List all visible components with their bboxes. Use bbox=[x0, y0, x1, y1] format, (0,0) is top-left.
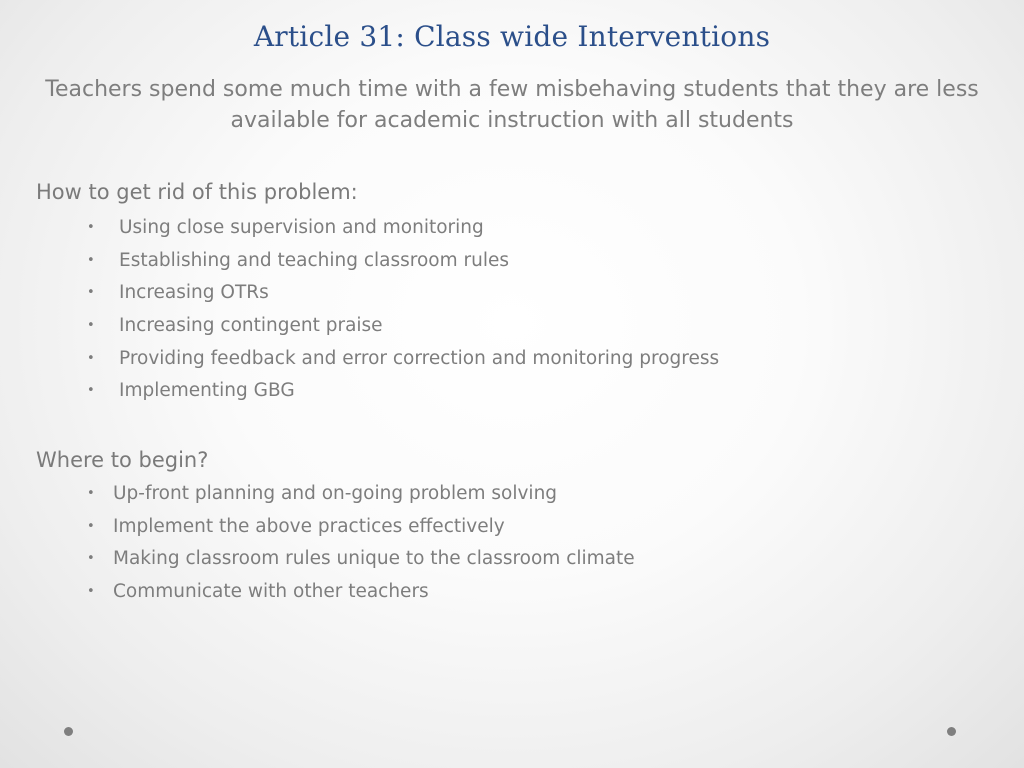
bullet-icon: • bbox=[87, 551, 95, 567]
decorative-dot-icon bbox=[947, 727, 956, 736]
slide-title: Article 31: Class wide Interventions bbox=[253, 20, 771, 53]
list-item bbox=[87, 310, 719, 343]
bullet-icon: • bbox=[87, 584, 95, 600]
list-item-text: Increasing contingent praise bbox=[119, 315, 383, 337]
decorative-dot-icon bbox=[64, 727, 73, 736]
bullet-icon: • bbox=[87, 318, 95, 334]
list-item-text: Up-front planning and on-going problem solving bbox=[113, 483, 558, 504]
slide-subtitle: Teachers spend some much time with a few misbehaving students that they are less available for academic instruction with all students bbox=[45, 77, 979, 133]
list-item bbox=[87, 212, 719, 245]
bullet-icon: • bbox=[87, 486, 95, 501]
where-to-begin-list bbox=[87, 478, 635, 609]
list-item-text: Implement the above practices effectively bbox=[113, 515, 505, 537]
list-item bbox=[87, 277, 719, 310]
section-heading-problem: How to get rid of this problem: bbox=[36, 180, 358, 204]
list-item bbox=[87, 375, 719, 408]
list-item bbox=[87, 543, 635, 576]
list-item bbox=[87, 343, 720, 376]
list-item-text: Making classroom rules unique to the classroom climate bbox=[113, 548, 635, 570]
bullet-icon: • bbox=[87, 220, 95, 235]
bullet-icon: • bbox=[87, 252, 95, 268]
list-item-text: Communicate with other teachers bbox=[113, 581, 429, 603]
bullet-icon: • bbox=[87, 285, 95, 301]
list-item-text: Providing feedback and error correction and monitoring progress bbox=[119, 347, 720, 369]
section-heading-begin: Where to begin? bbox=[36, 448, 209, 472]
bullet-icon: • bbox=[87, 518, 95, 534]
bullet-icon: • bbox=[87, 350, 95, 366]
list-item bbox=[87, 576, 635, 609]
list-item-text: Implementing GBG bbox=[119, 380, 295, 402]
list-item bbox=[87, 511, 635, 544]
bullet-icon: • bbox=[87, 383, 95, 399]
list-item bbox=[87, 245, 719, 278]
list-item-text: Increasing OTRs bbox=[119, 282, 269, 304]
list-item-text: Using close supervision and monitoring bbox=[119, 217, 484, 238]
list-item-text: Establishing and teaching classroom rules bbox=[119, 249, 509, 271]
problem-solutions-list bbox=[87, 212, 720, 408]
list-item bbox=[87, 478, 635, 511]
